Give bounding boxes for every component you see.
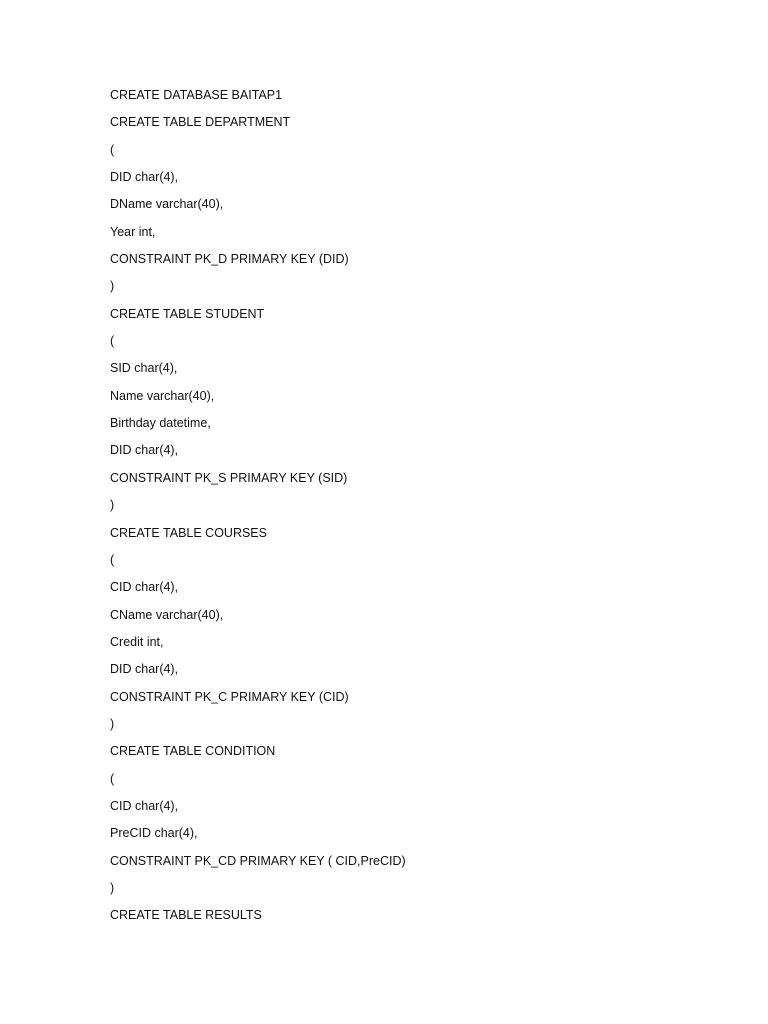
constraint-line: CONSTRAINT PK_C PRIMARY KEY (CID) bbox=[110, 689, 349, 704]
column-line: SID char(4), bbox=[110, 361, 178, 376]
column-line: CID char(4), bbox=[110, 798, 179, 813]
close-paren-line: ) bbox=[110, 716, 115, 731]
constraint-line: CONSTRAINT PK_CD PRIMARY KEY ( CID,PreCID) bbox=[110, 853, 406, 868]
column-line: Credit int, bbox=[110, 634, 164, 649]
create-table-department-line: CREATE TABLE DEPARTMENT bbox=[110, 115, 291, 130]
column-line: DID char(4), bbox=[110, 170, 179, 185]
column-line: CName varchar(40), bbox=[110, 607, 224, 622]
column-line: CID char(4), bbox=[110, 580, 179, 595]
column-line: Name varchar(40), bbox=[110, 388, 215, 403]
constraint-line: CONSTRAINT PK_S PRIMARY KEY (SID) bbox=[110, 470, 348, 485]
create-database-line: CREATE DATABASE BAITAP1 bbox=[110, 88, 283, 102]
open-paren-line: ( bbox=[110, 771, 115, 786]
open-paren-line: ( bbox=[110, 552, 115, 567]
document-body bbox=[110, 86, 406, 934]
open-paren-line: ( bbox=[110, 142, 115, 157]
column-line: DID char(4), bbox=[110, 662, 179, 677]
open-paren-line: ( bbox=[110, 334, 115, 349]
close-paren-line: ) bbox=[110, 880, 115, 895]
column-line: DName varchar(40), bbox=[110, 197, 224, 212]
column-line: DID char(4), bbox=[110, 443, 179, 458]
column-line: Birthday datetime, bbox=[110, 416, 211, 431]
create-table-results-line: CREATE TABLE RESULTS bbox=[110, 908, 262, 923]
create-table-condition-line: CREATE TABLE CONDITION bbox=[110, 744, 276, 759]
create-table-courses-line: CREATE TABLE COURSES bbox=[110, 525, 267, 540]
column-line: Year int, bbox=[110, 224, 156, 239]
create-table-student-line: CREATE TABLE STUDENT bbox=[110, 306, 265, 321]
constraint-line: CONSTRAINT PK_D PRIMARY KEY (DID) bbox=[110, 252, 349, 267]
close-paren-line: ) bbox=[110, 498, 115, 513]
close-paren-line: ) bbox=[110, 279, 115, 294]
column-line: PreCID char(4), bbox=[110, 826, 198, 841]
